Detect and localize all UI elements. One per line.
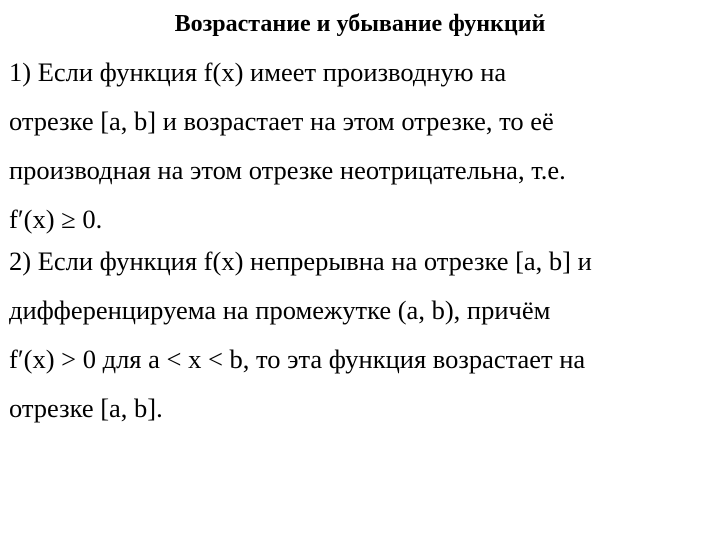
statement-2-line: 2) Если функция f(x) непрерывна на отрезке [a, b] и [9,246,592,276]
statement-1-line: f′(x) ≥ 0. [9,204,103,234]
statement-1-line: отрезке [a, b] и возрастает на этом отрезке, то её [9,106,554,136]
slide-title: Возрастание и убывание функций [174,11,546,37]
statement-1-line: 1) Если функция f(x) имеет производную на [9,57,507,87]
statement-2 [9,237,713,433]
statement-2-line: f′(x) > 0 для a < x < b, то эта функция возрастает на [9,344,586,374]
statement-1 [9,48,713,244]
statement-1-line: производная на этом отрезке неотрицательна, т.е. [9,155,566,185]
statement-2-line: дифференцируема на промежутке (a, b), причём [9,295,551,325]
statement-2-line: отрезке [a, b]. [9,393,163,423]
